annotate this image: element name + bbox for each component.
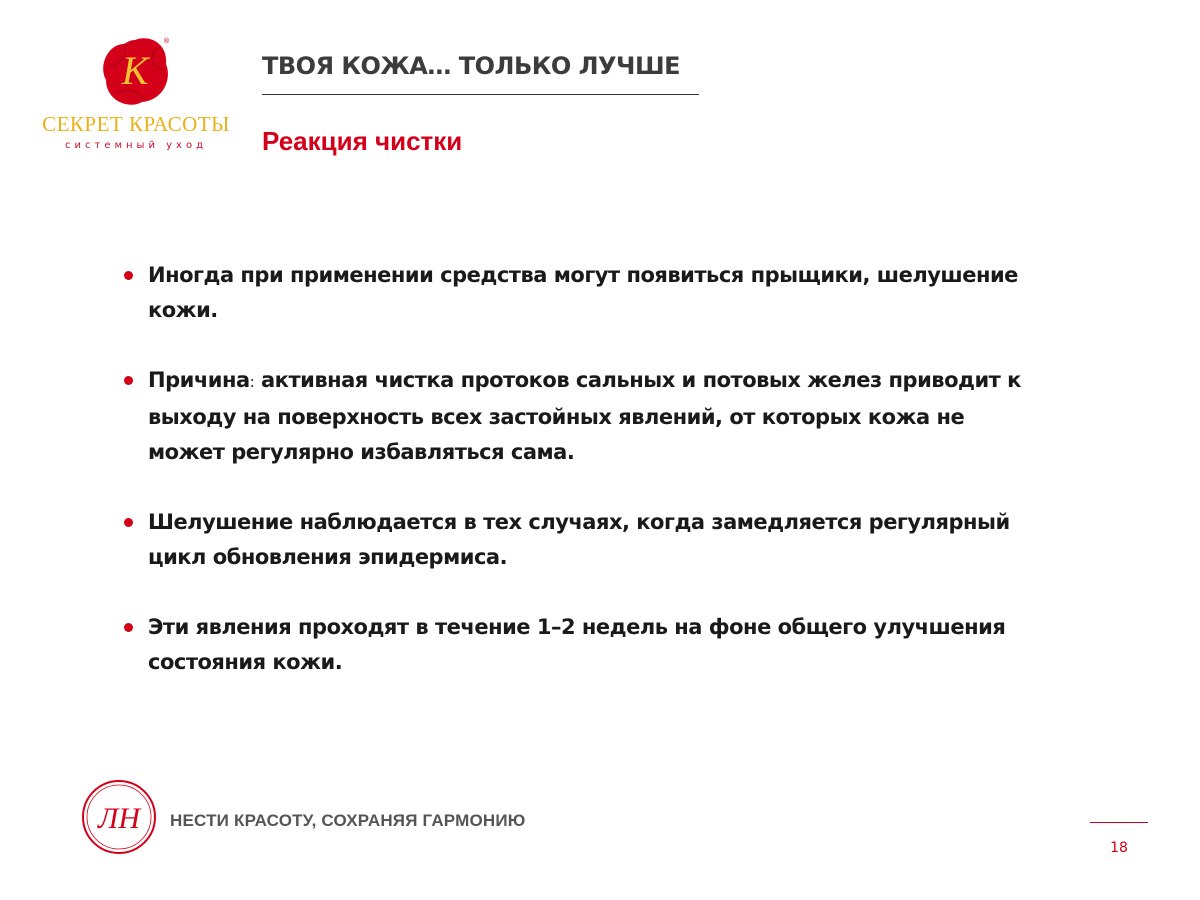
bullet-text: Шелушение наблюдается в тех случаях, когда замедляется регулярный цикл обновления эпидермиса. <box>148 510 1010 569</box>
bullet-dot-icon <box>124 518 133 527</box>
brand-flower-icon <box>98 34 172 108</box>
page-number-rule <box>1090 822 1148 823</box>
title-underline <box>262 94 699 95</box>
section-title: Реакция чистки <box>262 126 463 156</box>
footer-motto: НЕСТИ КРАСОТУ, СОХРАНЯЯ ГАРМОНИЮ <box>170 811 526 830</box>
page-number: 18 <box>1110 840 1128 856</box>
bullet-dot-icon <box>124 376 133 385</box>
bullet-item <box>122 258 1022 328</box>
bullet-dot-icon <box>124 623 133 632</box>
brand-logo-letter: К <box>121 48 149 93</box>
bullet-text: Эти явления проходят в течение 1–2 недель на фоне общего улучшения состояния кожи. <box>148 615 1006 674</box>
bullet-item <box>122 363 1022 470</box>
brand-tagline: системный уход <box>65 140 207 151</box>
brand-name: СЕКРЕТ КРАСОТЫ <box>42 112 230 136</box>
bullet-colon: : <box>249 373 255 391</box>
bullet-list <box>122 258 1022 715</box>
registered-mark: ® <box>163 37 170 45</box>
seal-monogram: ЛН <box>98 802 140 835</box>
monogram-seal-icon <box>80 778 158 856</box>
brand-logo <box>36 34 236 164</box>
page-title: ТВОЯ КОЖА… ТОЛЬКО ЛУЧШЕ <box>262 52 680 80</box>
bullet-item <box>122 505 1022 575</box>
bullet-dot-icon <box>124 271 133 280</box>
bullet-item <box>122 610 1022 680</box>
bullet-text: Иногда при применении средства могут появиться прыщики, шелушение кожи. <box>148 263 1018 322</box>
bullet-text: активная чистка протоков сальных и потовых желез приводит к выходу на поверхность всех застойных явлений, от которых кожа не может регулярно избавляться сама. <box>148 368 1021 464</box>
bullet-lead: Причина <box>148 368 250 392</box>
